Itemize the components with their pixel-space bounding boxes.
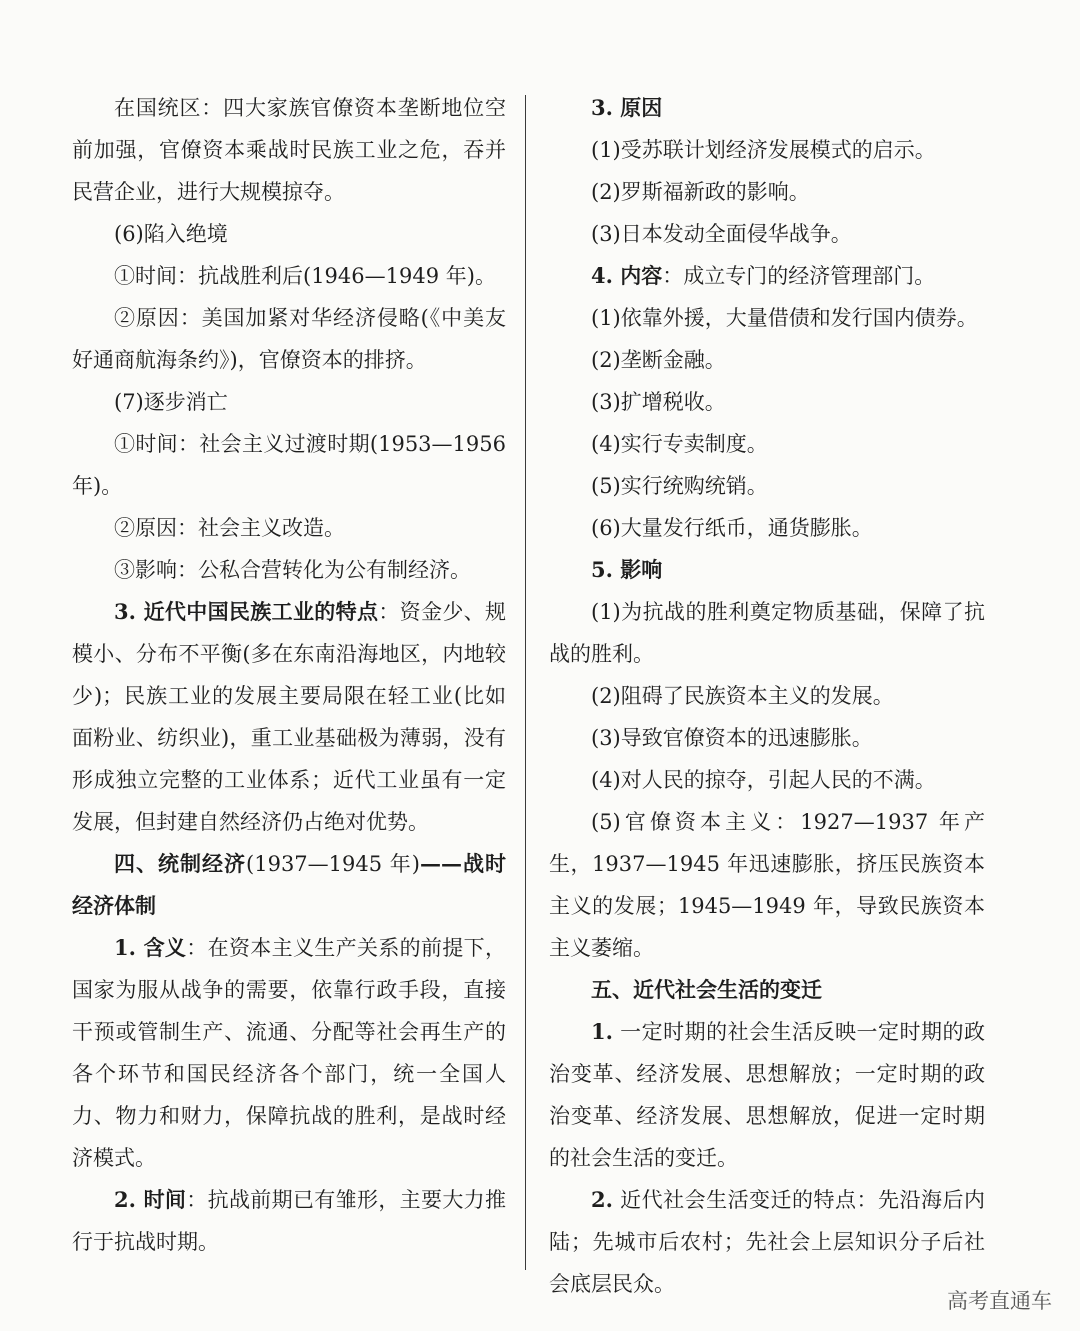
paragraph: [72, 591, 506, 843]
text-run: (1)为抗战的胜利奠定物质基础，保障了抗战的胜利。: [549, 600, 985, 666]
text-run: ①时间：社会主义过渡时期(1953—1956年)。: [72, 432, 506, 498]
bold-text: 1.: [591, 1019, 613, 1044]
text-run: (5)实行统购统销。: [591, 474, 768, 498]
bold-text: ——战时经济体制: [72, 851, 507, 918]
paragraph: [549, 423, 985, 465]
left-column: [72, 87, 506, 1263]
text-run: ：资金少、规模小、分布不平衡(多在东南沿海地区，内地较少)；民族工业的发展主要局限在轻工业(比如面粉业、纺织业)，重工业基础极为薄弱，没有形成独立完整的工业体系；近代工业虽有一定发展，但封建自然经济仍占绝对优势。: [72, 600, 507, 834]
paragraph: [549, 465, 985, 507]
paragraph: [72, 927, 506, 1179]
paragraph: [72, 381, 506, 423]
bold-text: 3. 原因: [591, 95, 663, 120]
text-run: (6)陷入绝境: [114, 222, 228, 246]
paragraph: [72, 549, 506, 591]
text-run: ②原因：社会主义改造。: [114, 516, 345, 540]
text-run: (2)罗斯福新政的影响。: [591, 180, 810, 204]
paragraph: [549, 1011, 985, 1179]
paragraph: [72, 507, 506, 549]
text-run: (3)日本发动全面侵华战争。: [591, 222, 852, 246]
paragraph: [72, 843, 506, 927]
paragraph: [72, 255, 506, 297]
bold-text: 四、统制经济: [114, 851, 247, 876]
paragraph: [549, 717, 985, 759]
column-divider: [525, 95, 526, 1270]
text-run: ：成立专门的经济管理部门。: [662, 264, 936, 288]
right-column: [549, 87, 985, 1305]
text-run: ②原因：美国加紧对华经济侵略(《中美友好通商航海条约》)，官僚资本的排挤。: [72, 306, 506, 372]
paragraph: [549, 339, 985, 381]
paragraph: [549, 213, 985, 255]
paragraph: [549, 507, 985, 549]
paragraph: [549, 549, 985, 591]
paragraph: [72, 87, 506, 213]
paragraph: [72, 213, 506, 255]
text-run: (4)实行专卖制度。: [591, 432, 768, 456]
text-run: 一定时期的社会生活反映一定时期的政治变革、经济发展、思想解放；一定时期的政治变革、经济发展、思想解放，促进一定时期的社会生活的变迁。: [549, 1020, 985, 1170]
paragraph: [549, 297, 985, 339]
text-run: (1)依靠外援，大量借债和发行国内债券。: [591, 306, 978, 330]
text-run: 近代社会生活变迁的特点：先沿海后内陆；先城市后农村；先社会上层知识分子后社会底层民众。: [549, 1188, 985, 1296]
text-run: ：抗战前期已有雏形，主要大力推行于抗战时期。: [72, 1188, 507, 1254]
paragraph: [549, 1179, 985, 1305]
paragraph: [549, 255, 985, 297]
text-run: (5)官僚资本主义：1927—1937 年产生，1937—1945 年迅速膨胀，挤压民族资本主义的发展；1945—1949 年，导致民族资本主义萎缩。: [549, 810, 985, 960]
paragraph: [549, 801, 985, 969]
bold-text: 1. 含义: [114, 935, 187, 960]
text-run: (3)导致官僚资本的迅速膨胀。: [591, 726, 873, 750]
bold-text: 2. 时间: [114, 1187, 187, 1212]
text-run: (2)垄断金融。: [591, 348, 726, 372]
paragraph: [72, 297, 506, 381]
paragraph: [549, 675, 985, 717]
paragraph: [72, 423, 506, 507]
paragraph: [549, 129, 985, 171]
paragraph: [549, 87, 985, 129]
text-run: ③影响：公私合营转化为公有制经济。: [114, 558, 471, 582]
bold-text: 2.: [591, 1187, 613, 1212]
text-run: (3)扩增税收。: [591, 390, 726, 414]
bold-text: 4. 内容: [591, 263, 663, 288]
text-run: (4)对人民的掠夺，引起人民的不满。: [591, 768, 936, 792]
text-run: 在国统区：四大家族官僚资本垄断地位空前加强，官僚资本乘战时民族工业之危，吞并民营企业，进行大规模掠夺。: [72, 96, 506, 204]
text-run: (6)大量发行纸币，通货膨胀。: [591, 516, 873, 540]
paragraph: [549, 969, 985, 1011]
bold-text: 3. 近代中国民族工业的特点: [114, 599, 379, 624]
paragraph: [72, 1179, 506, 1263]
paragraph: [549, 591, 985, 675]
text-run: (2)阻碍了民族资本主义的发展。: [591, 684, 894, 708]
text-run: (1937—1945 年): [246, 852, 420, 876]
text-run: (7)逐步消亡: [114, 390, 228, 414]
bold-text: 5. 影响: [591, 557, 663, 582]
paragraph: [549, 381, 985, 423]
text-run: (1)受苏联计划经济发展模式的启示。: [591, 138, 936, 162]
paragraph: [549, 759, 985, 801]
text-run: ①时间：抗战胜利后(1946—1949 年)。: [114, 264, 496, 288]
text-run: ：在资本主义生产关系的前提下，国家为服从战争的需要，依靠行政手段，直接干预或管制生产、流通、分配等社会再生产的各个环节和国民经济各个部门，统一全国人力、物力和财力，保障抗战的胜利，是战时经济模式。: [72, 936, 507, 1170]
paragraph: [549, 171, 985, 213]
bold-text: 五、近代社会生活的变迁: [591, 977, 822, 1002]
watermark: 高考直通车: [947, 1289, 1052, 1313]
